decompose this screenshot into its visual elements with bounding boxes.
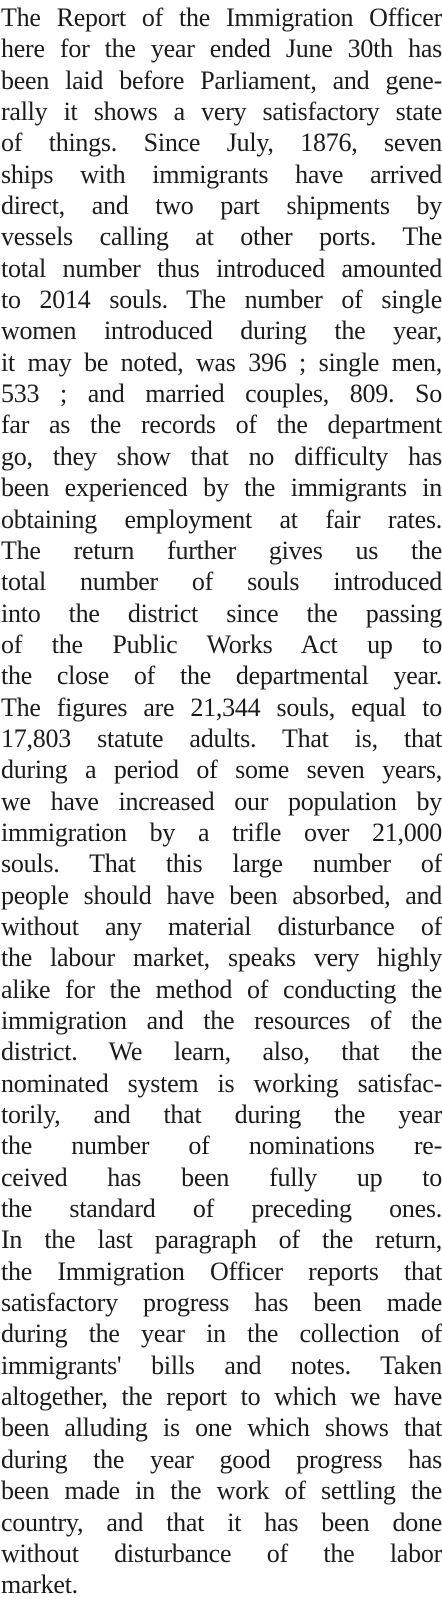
text-line: we have increased our population by bbox=[1, 786, 442, 816]
text-line: direct, and two part shipments by bbox=[1, 191, 442, 221]
text-line: immigration by a trifle over 21,000 bbox=[1, 817, 442, 847]
text-line: during a period of some seven years, bbox=[1, 755, 442, 785]
text-line: rally it shows a very satisfactory state bbox=[1, 97, 442, 127]
text-line: altogether, the report to which we have bbox=[1, 1382, 442, 1412]
text-line: of the Public Works Act up to bbox=[1, 629, 442, 659]
text-line: satisfactory progress has been made bbox=[1, 1288, 442, 1318]
text-line: women introduced during the year, bbox=[1, 316, 442, 346]
text-line: people should have been absorbed, and bbox=[1, 880, 442, 910]
text-line: In the last paragraph of the return, bbox=[1, 1225, 442, 1255]
text-line: been experienced by the immigrants in bbox=[1, 473, 442, 503]
text-line: 17,803 statute adults. That is, that bbox=[1, 723, 442, 753]
text-line: been alluding is one which shows that bbox=[1, 1413, 442, 1443]
text-line: district. We learn, also, that the bbox=[1, 1037, 442, 1067]
text-line: to 2014 souls. The number of single bbox=[1, 285, 442, 315]
text-line: it may be noted, was 396 ; single men, bbox=[1, 347, 442, 377]
text-line: of things. Since July, 1876, seven bbox=[1, 128, 442, 158]
text-line: immigration and the resources of the bbox=[1, 1006, 442, 1035]
text-line: the number of nominations re- bbox=[1, 1131, 442, 1161]
text-line: during the year good progress has bbox=[1, 1444, 442, 1474]
text-line: here for the year ended June 30th has bbox=[1, 34, 442, 64]
text-line: souls. That this large number of bbox=[1, 849, 442, 879]
text-line: 533 ; and married couples, 809. So bbox=[1, 379, 442, 409]
text-line: into the district since the passing bbox=[1, 598, 442, 628]
text-line: nominated system is working satisfac- bbox=[1, 1068, 442, 1098]
text-line: without any material disturbance of bbox=[1, 911, 442, 941]
text-line: been made in the work of settling the bbox=[1, 1476, 442, 1506]
text-line: the Immigration Officer reports that bbox=[1, 1256, 442, 1286]
text-line: total number of souls introduced bbox=[1, 567, 442, 597]
text-line: ships with immigrants have arrived bbox=[1, 159, 442, 189]
text-line: immigrants' bills and notes. Taken bbox=[1, 1350, 442, 1380]
text-line: go, they show that no difficulty has bbox=[1, 441, 442, 471]
text-line: been laid before Parliament, and gene- bbox=[1, 65, 442, 95]
text-line: torily, and that during the year bbox=[1, 1100, 442, 1130]
text-line: during the year in the collection of bbox=[1, 1319, 442, 1349]
text-line: the labour market, speaks very highly bbox=[1, 943, 442, 973]
text-line: without disturbance of the labor bbox=[1, 1538, 442, 1568]
text-line: total number thus introduced amounted bbox=[1, 253, 442, 283]
text-line: the close of the departmental year. bbox=[1, 661, 442, 691]
text-line: country, and that it has been done bbox=[1, 1507, 442, 1537]
text-line: obtaining employment at fair rates. bbox=[1, 504, 442, 534]
text-line: the standard of preceding ones. bbox=[1, 1194, 442, 1224]
text-line: market. bbox=[1, 1570, 78, 1600]
text-line: far as the records of the department bbox=[1, 410, 442, 440]
text-line: alike for the method of conducting the bbox=[1, 974, 442, 1004]
text-line: The return further gives us the bbox=[1, 535, 442, 565]
text-line: The Report of the Immigration Officer bbox=[1, 3, 442, 32]
text-line: vessels calling at other ports. The bbox=[1, 222, 442, 252]
text-line: The figures are 21,344 souls, equal to bbox=[1, 692, 442, 722]
text-line: ceived has been fully up to bbox=[1, 1162, 442, 1192]
